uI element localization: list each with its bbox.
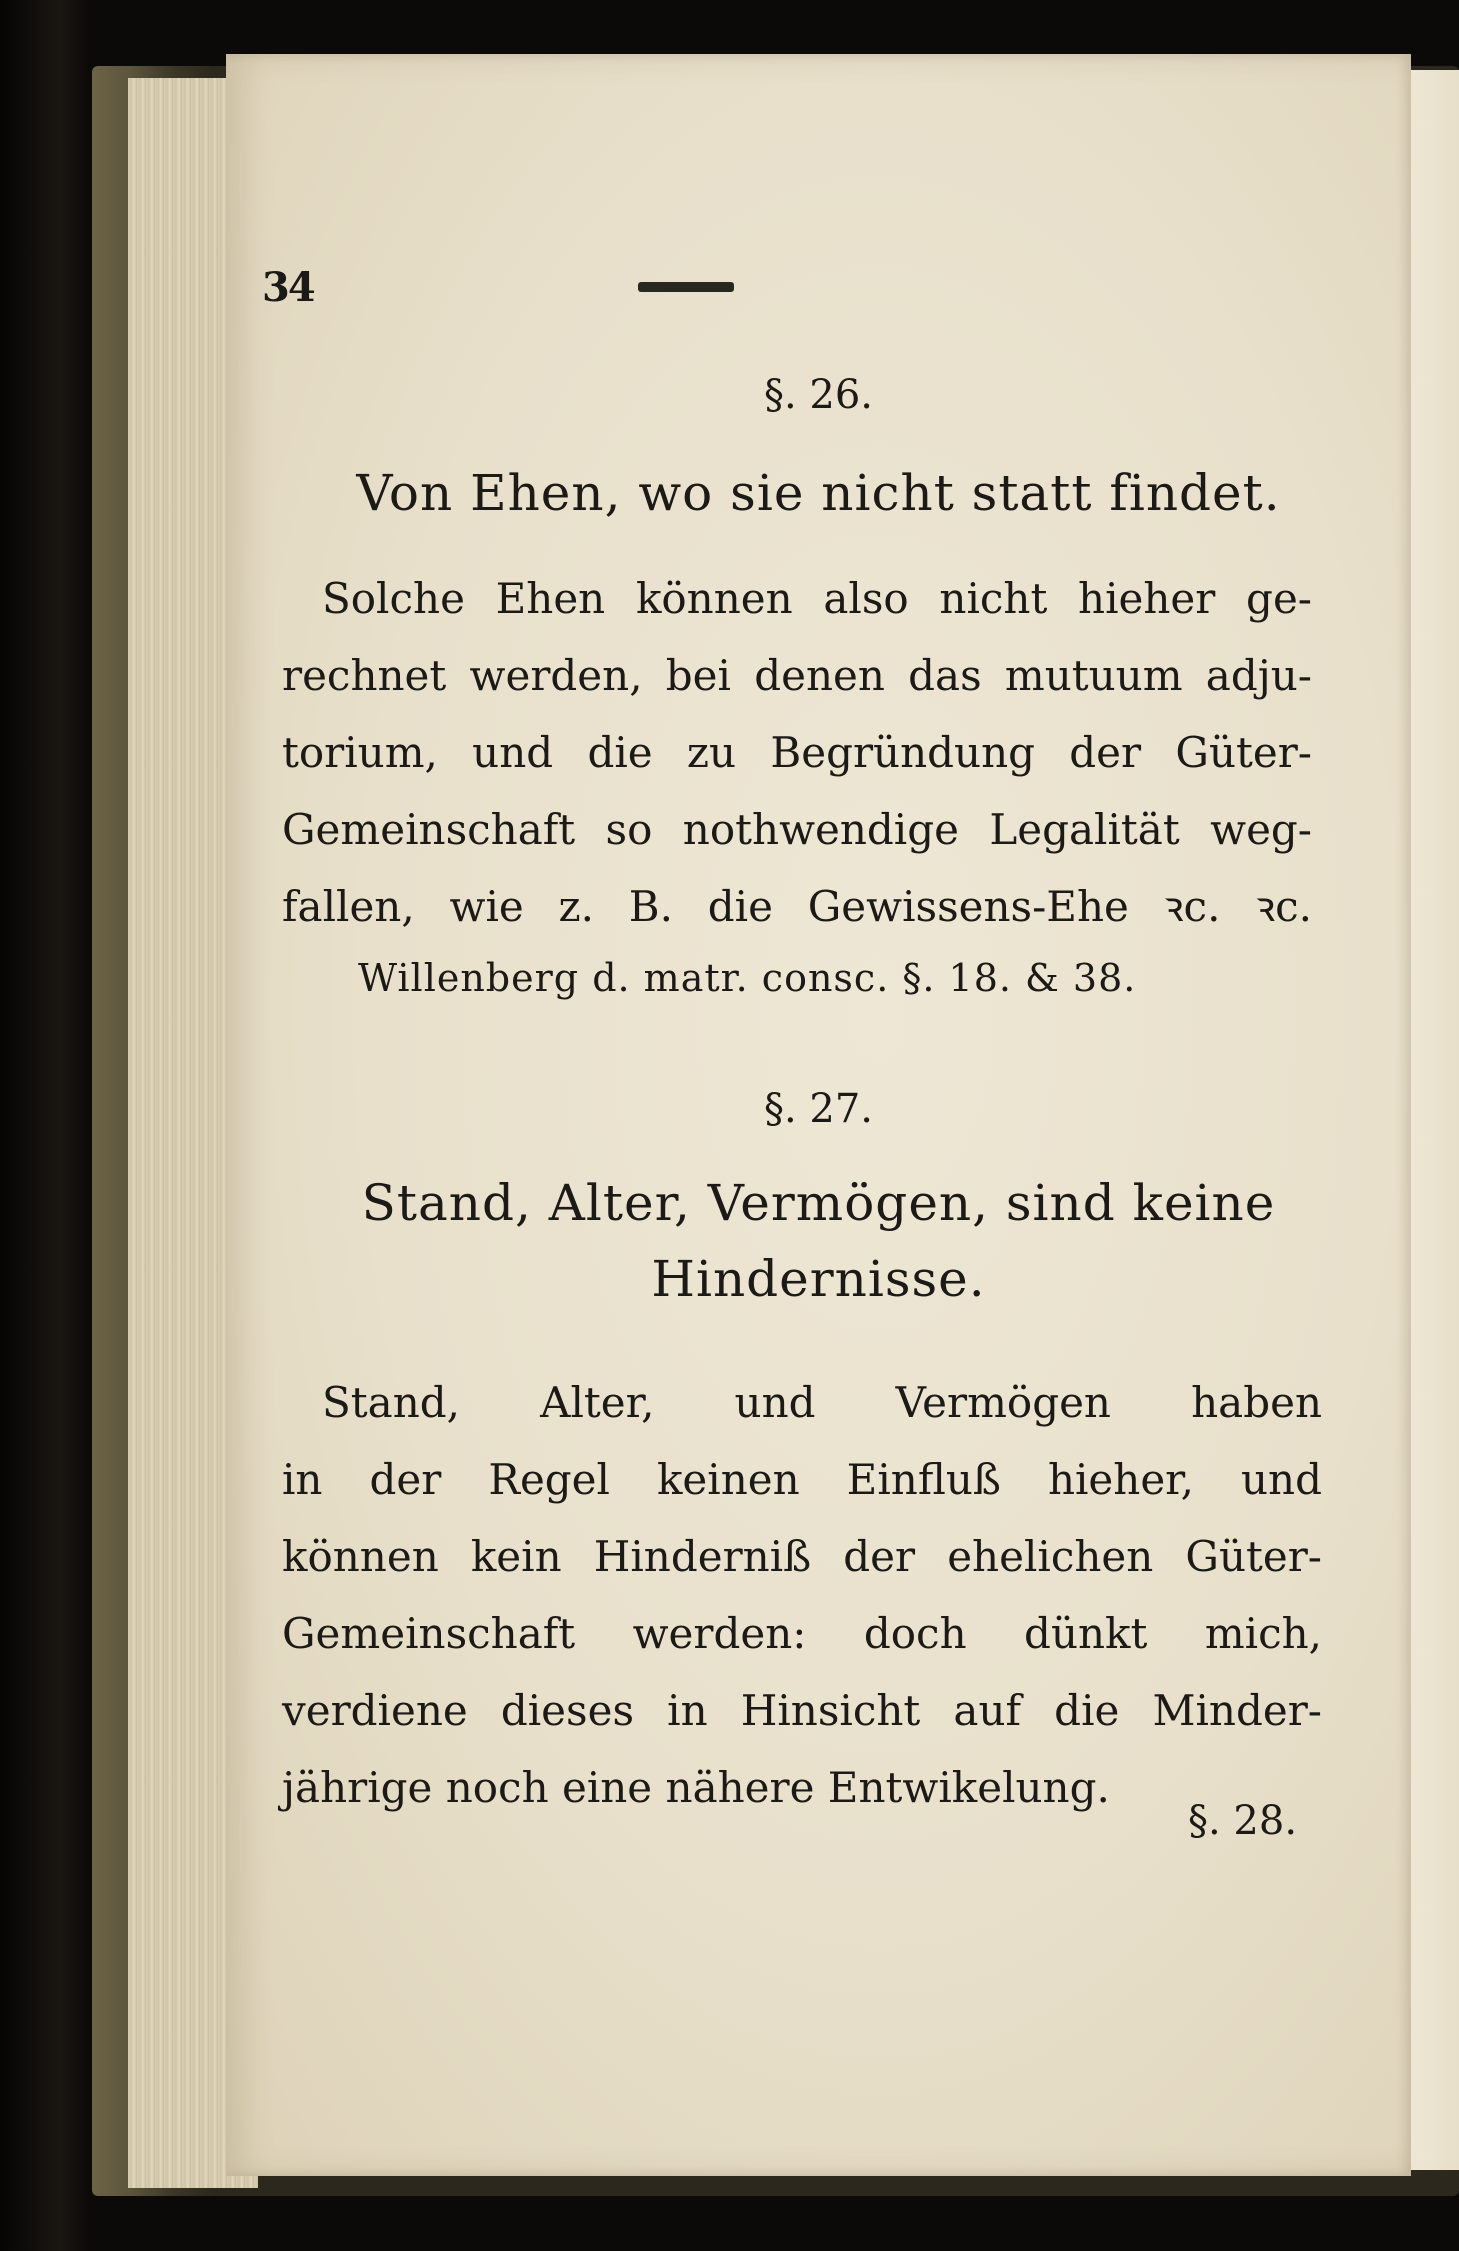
paragraph-line: torium, und die zu Begründung der Güter-: [282, 728, 1312, 777]
page-number: 34: [262, 264, 314, 311]
paragraph-line: können kein Hinderniß der ehelichen Güter-: [282, 1532, 1322, 1581]
paragraph-line: Gemeinschaft so nothwendige Legalität weg-: [282, 805, 1312, 854]
catchword: §. 28.: [1188, 1798, 1298, 1844]
paragraph-line: Stand, Alter, und Vermögen haben: [322, 1378, 1322, 1427]
section-26-mark: §. 26.: [763, 372, 874, 418]
paragraph-line: fallen, wie z. B. die Gewissens-Ehe ꝛc. ꝛc.: [282, 882, 1312, 931]
paragraph-line: rechnet werden, bei denen das mutuum adju-: [282, 651, 1312, 700]
paragraph-line: Solche Ehen können also nicht hieher ge-: [322, 574, 1312, 623]
section-27-title-line-2: Hindernisse.: [651, 1250, 986, 1308]
section-27-paragraph: [282, 1364, 1322, 1826]
paragraph-line: Gemeinschaft werden: doch dünkt mich,: [282, 1609, 1322, 1658]
page-content: [226, 54, 1411, 2176]
paragraph-line: verdiene dieses in Hinsicht auf die Minder-: [282, 1686, 1322, 1735]
header-rule: [638, 282, 734, 292]
section-26-paragraph: [282, 560, 1312, 945]
section-27-title-line-1: Stand, Alter, Vermögen, sind keine: [361, 1174, 1276, 1232]
section-27-mark: §. 27.: [763, 1086, 874, 1132]
section-26-title: Von Ehen, wo sie nicht statt findet.: [356, 464, 1281, 522]
paragraph-line: in der Regel keinen Einfluß hieher, und: [282, 1455, 1322, 1504]
citation: Willenberg d. matr. consc. §. 18. & 38.: [358, 956, 1137, 1000]
paragraph-line: jährige noch eine nähere Entwikelung.: [282, 1763, 1110, 1812]
